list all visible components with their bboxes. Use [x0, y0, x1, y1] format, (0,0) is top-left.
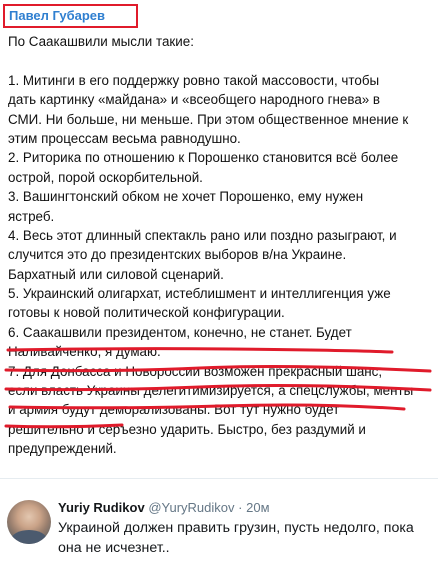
post-text-line: ястреб.: [8, 208, 55, 224]
post-text: [8, 32, 428, 497]
post-text-blank-line: [8, 51, 428, 70]
post-text-line: Бархатный или силовой сценарий.: [8, 266, 224, 282]
tweet-card[interactable]: [0, 480, 438, 572]
tweet-text-line: Украиной должен править грузин, пусть недолго, пока: [58, 520, 414, 536]
post-text-line: готовы к новой политической конфигурации.: [8, 305, 285, 321]
post-text-line: 1. Митинги в его поддержку ровно такой массовости, чтобы: [8, 72, 380, 88]
post-text-line: предупреждений.: [8, 441, 117, 457]
section-divider: [0, 478, 438, 479]
post-text-line: СМИ. Ни больше, ни меньше. При этом общественное мнение к: [8, 111, 409, 127]
post-text-line: По Саакашвили мысли такие:: [8, 34, 194, 49]
post-text-line: решительно и серъезно ударить. Быстро, без раздумий и: [8, 421, 366, 437]
post-text-line: острой, порой оскорбительной.: [8, 169, 203, 185]
post-text-line: 4. Весь этот длинный спектакль рано или поздно разыграют, и: [8, 227, 397, 243]
tweet-author-handle[interactable]: @YuryRudikov: [148, 500, 235, 515]
tweet-timestamp[interactable]: 20м: [246, 500, 270, 515]
post-text-line: если власть Украины делегитимизируется, а спецслужбы, менты: [8, 383, 414, 399]
tweet-separator: ·: [238, 500, 243, 515]
avatar[interactable]: [7, 500, 51, 544]
tweet-text-line: она не исчезнет..: [58, 540, 170, 556]
avatar-shirt: [11, 530, 47, 544]
post-text-line: 5. Украинский олигархат, истеблишмент и интеллигенция уже: [8, 286, 391, 302]
post-text-line: случится это до президентских выборов в/на Украине.: [8, 247, 347, 263]
post-text-line: Наливайченко, я думаю.: [8, 344, 161, 360]
post-text-line: этим процессам весьма равнодушно.: [8, 130, 241, 146]
post-text-line: дать картинку «майдана» и «всеобщего народного гнева» в: [8, 92, 381, 108]
tweet-author-name[interactable]: Yuriy Rudikov: [58, 500, 145, 515]
post-text-line: 3. Вашингтонский обком не хочет Порошенко, ему нужен: [8, 189, 364, 205]
post-text-line: и армия будут деморализованы. Вот тут нужно будет: [8, 402, 340, 418]
post-text-line: 7. Для Донбасса и Новороссии возможен прекрасный шанс,: [8, 363, 383, 379]
tweet-text: [58, 518, 430, 558]
post-text-line: 2. Риторика по отношению к Порошенко становится всё более: [8, 150, 399, 166]
post-text-blank-line: [8, 459, 428, 478]
post-text-line: 6. Саакашвили президентом, конечно, не станет. Будет: [8, 324, 352, 340]
post-author-name[interactable]: Павел Губарев: [9, 8, 106, 23]
tweet-header: [58, 500, 270, 515]
